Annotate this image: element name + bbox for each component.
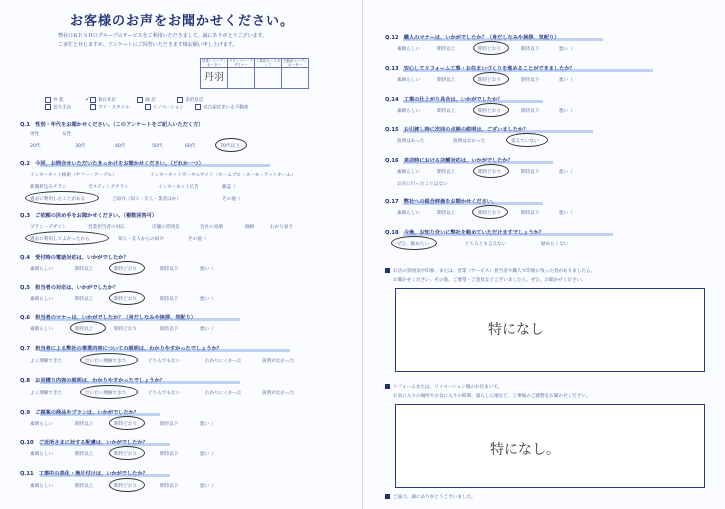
option[interactable]: 悪い（ [200,297,214,302]
answer-circle [109,416,145,430]
highlight-mark [403,161,553,164]
option[interactable]: 素晴らしい [397,170,420,175]
question-16: Q.16 来店時における店舗対応は、いかがでしたか？ [385,158,513,164]
option[interactable]: 60代 [185,144,196,149]
service-checkbox[interactable] [145,104,151,110]
option[interactable]: ご紹介（知人・友人・業者ほか） [112,197,181,202]
service-checkbox[interactable] [177,97,183,103]
option[interactable]: 期待以下 [160,422,179,427]
option[interactable]: 素晴らしい [30,484,53,489]
service-label: アイ・スタイル [98,105,130,111]
free-question-1-text: お店の雰囲気や印象、または、営業（サービス）担当者や職人で印象に残った者がありましたら、 [393,269,596,274]
service-checkbox[interactable] [90,104,96,110]
answer-circle [70,321,106,335]
service-checkbox[interactable] [90,97,96,103]
option[interactable]: 期待以下 [521,211,540,216]
answer-circle [473,72,509,86]
option[interactable]: 素晴らしい [397,211,420,216]
square-bullet-icon [385,384,390,389]
option[interactable]: 覚えていない [511,139,539,144]
option[interactable]: 期待以下 [521,78,540,83]
option[interactable]: 期待以上 [75,452,94,457]
staff-header: 営業・コーディネーター [201,59,227,67]
option[interactable]: 期待以下 [160,327,179,332]
highlight-mark [40,164,270,167]
option[interactable]: 期待以上 [437,211,456,216]
option[interactable]: 女性 [62,132,72,137]
right-page [363,0,725,509]
option[interactable]: 期待どおり [114,422,137,427]
answer-circle [215,138,247,152]
option[interactable]: 悪い（ [559,211,573,216]
service-checkbox[interactable] [45,104,51,110]
option[interactable]: 説明はあった [397,139,425,144]
option[interactable]: 素晴らしい [397,109,420,114]
option[interactable]: 期待以上 [437,47,456,52]
option[interactable]: 期待どおり [478,211,501,216]
answer-circle [473,41,509,55]
service-row-2 [45,104,248,111]
option[interactable]: 営業担当者の対応 [88,225,125,230]
option[interactable]: 期待以上 [437,109,456,114]
option[interactable]: 期待以下 [160,484,179,489]
option[interactable]: 期待以下 [160,297,179,302]
option[interactable]: 店舗の雰囲気 [152,225,180,230]
staff-stamp-cell[interactable] [201,68,228,89]
intro-line-1: 弊社ＯＫＥＳＨＯグループのサービスをご利用いただきまして、誠にありがとうございます。 [58,33,268,39]
option[interactable]: 期待以上 [437,78,456,83]
option[interactable]: 期待以下 [160,267,179,272]
question-1: Q.1 性別・年代をお聞かせください。（このアンケートをご記入いただく方） [20,122,204,128]
option[interactable]: その他（ [188,237,207,242]
question-15: Q.15 お引渡し時に次回の点検の説明は、ございましたか？ [385,127,529,133]
option[interactable]: 素晴らしい [397,78,420,83]
option[interactable]: 知人・友人からの紹介 [118,237,164,242]
option[interactable]: 会社の実績 [200,225,223,230]
option[interactable]: 素晴らしい [30,452,53,457]
option[interactable]: 期待どおり [114,267,137,272]
option[interactable]: 期待どおり [478,170,501,175]
staff-stamp-cell[interactable] [282,68,309,89]
option[interactable]: よく理解できた [30,359,63,364]
question-8: Q.8 お見積り内容の説明は、わかりやすかったでしょうか？ [20,378,165,384]
answer-circle [473,103,509,117]
free-question-1-line-2: お聞かせください。その他、ご要望・ご意見などございましたら、ぜひ、お聞かせください。 [393,278,586,283]
highlight-mark [40,349,290,352]
question-12: Q.12 職人のマナーは、いかがでしたか？（身だしなみや挨拶、気配り） [385,35,560,41]
question-7: Q.7 担当者による弊社の事業内容についての説明は、わかりやすかったでしょうか？ [20,346,222,352]
option[interactable]: 70代以上 [220,144,240,149]
check-mark-icon: ✓ [84,96,90,103]
service-label: 多治見店 [185,98,204,103]
option[interactable]: インターネット広告 [158,185,199,190]
option[interactable]: 期待どおり [478,47,501,52]
highlight-mark [40,381,240,384]
service-label: 外 装 [53,98,64,103]
option[interactable]: 悪い（ [200,422,214,427]
option[interactable]: 期待どおり [114,452,137,457]
option[interactable]: わかりにくかった [205,359,242,364]
option[interactable]: お店に行ったことはない [397,182,448,187]
staff-stamp: 丹羽 [204,71,224,83]
answer-circle [25,191,99,205]
highlight-mark [40,413,160,416]
highlight-mark [403,130,593,133]
free-answer-box-1[interactable] [395,288,705,372]
staff-stamp-cell[interactable] [255,68,282,89]
service-label: 緑 店 [145,98,156,103]
handwritten-answer-2: 特になし。 [490,442,560,458]
option[interactable]: 素晴らしい [30,422,53,427]
option[interactable]: 期待どおり [478,109,501,114]
option[interactable]: インターネット検索（ヤフー・グーグル） [30,173,117,178]
question-11: Q.11 工事中の美化・後片付けは、いかがでしたか？ [20,471,148,477]
service-label: 春日井店 [97,98,116,103]
option[interactable]: 30代 [75,144,86,149]
option[interactable]: 期待以下 [160,452,179,457]
question-5: Q.5 担当者の対応は、いかがでしたか？ [20,285,119,291]
page-title: お客様のお声をお聞かせください。 [70,14,295,29]
option[interactable]: わかり易さ [270,225,293,230]
option[interactable]: 期待以上 [437,170,456,175]
intro-line-2: ご多忙と存じますが、アンケートにご回答いただきます様お願い申し上げます。 [58,42,238,48]
option[interactable]: 期待以下 [521,47,540,52]
highlight-mark [403,69,653,72]
option[interactable]: 期待以上 [75,422,94,427]
highlight-mark [40,318,240,321]
question-18: Q.18 今後、お知り合いに弊社を勧めていただけますでしょうか？ [385,230,545,236]
service-label: 長久手店 [53,105,71,111]
option[interactable]: 期待どおり [114,484,137,489]
option[interactable]: ポスティングチラシ [88,185,129,190]
option[interactable]: 価格 [245,225,255,230]
answer-circle [80,353,138,367]
option[interactable]: 期待以上 [75,327,94,332]
option[interactable]: 40代 [115,144,126,149]
free-answer-box-2[interactable] [395,404,705,488]
highlight-mark [40,474,170,477]
highlight-mark [403,202,543,205]
free-question-2-line-2: お気に入りの場所やお気に入りの時間、暮らし心地など、工事後のご感想をお聞かせください。 [393,394,591,399]
service-checkbox[interactable] [195,104,201,110]
answer-circle [25,231,109,245]
answer-circle [109,291,145,305]
highlight-mark [40,443,170,446]
option[interactable]: 男性 [30,132,40,137]
option[interactable]: 悪い（ [200,452,214,457]
answer-circle [109,478,145,492]
option[interactable]: わかりにくかった [205,391,242,396]
answer-circle [109,261,145,275]
service-checkbox[interactable] [45,97,51,103]
handwritten-answer-1: 特になし [488,322,544,338]
option[interactable]: 過去に利用してよかったから [30,237,90,242]
answer-circle [80,385,138,399]
question-13: Q.13 安心してリフォーム工事・お住まいづくりを進めることができましたか？ [385,66,575,72]
option[interactable]: 素晴らしい [30,327,53,332]
option[interactable]: どちらでもない [148,359,181,364]
option[interactable]: 新聞折込みチラシ [30,185,67,190]
option[interactable]: その他（ [222,197,241,202]
staff-stamp-cell[interactable] [228,68,255,89]
answer-circle [391,236,437,250]
question-3: Q.3 ご依頼の決め手をお聞かせください。（複数回答可） [20,213,158,219]
option[interactable]: 20代 [30,144,41,149]
option[interactable]: 悪い（ [200,327,214,332]
free-question-1-line-1 [385,268,595,274]
option[interactable]: 素晴らしい [397,47,420,52]
option[interactable]: よく理解できた [30,391,63,396]
service-row-1 [45,96,203,103]
option[interactable]: どちらでもない [148,391,181,396]
staff-header: 工事担当・スタッフ [255,59,281,67]
option[interactable]: 素晴らしい [30,267,53,272]
option[interactable]: ぜひ、勧めたい [397,242,429,247]
option[interactable]: プラン・デザイン [30,225,67,230]
option[interactable]: 過去に利用したことがある [30,197,86,202]
highlight-mark [403,100,543,103]
answer-circle [109,446,145,460]
highlight-mark [403,233,613,236]
option[interactable]: 悪い（ [559,170,573,175]
left-page [0,0,362,509]
question-17: Q.17 弊社への総合評価をお聞かせください。 [385,199,498,205]
square-bullet-icon [385,268,390,273]
option[interactable]: 悪い（ [200,267,214,272]
option[interactable]: だいたい理解できた [85,359,127,364]
option[interactable]: 期待以上 [75,484,94,489]
option[interactable]: 説明がなかった [262,391,295,396]
option[interactable]: 悪い（ [559,47,573,52]
footer-thanks [385,494,476,500]
highlight-mark [403,38,603,41]
question-10: Q.10 ご近所さまに対する配慮は、いかがでしたか？ [20,440,148,446]
answer-circle [506,133,548,147]
option[interactable]: 期待どおり [478,78,501,83]
option[interactable]: 説明がなかった [262,359,295,364]
service-label: リノベーション [152,105,184,111]
option[interactable]: 期待以下 [521,109,540,114]
option[interactable]: だいたい理解できた [85,391,127,396]
answer-circle [473,164,509,178]
option[interactable]: 期待以上 [75,267,94,272]
option[interactable]: 期待以上 [75,297,94,302]
option[interactable]: 勧めたくない [541,242,569,247]
question-4: Q.4 受付時の電話対応は、いかがでしたか？ [20,255,129,261]
option[interactable]: 悪い（ [559,109,573,114]
option[interactable]: 50代 [152,144,163,149]
free-question-2-line-1 [385,384,502,390]
square-bullet-icon [385,494,390,499]
answer-circle [472,205,508,219]
staff-table [200,58,309,89]
service-checkbox[interactable] [137,97,143,103]
option[interactable]: 説明はなかった [453,139,486,144]
question-9: Q.9 ご提案の商品やプランは、いかがでしたか？ [20,410,139,416]
option[interactable]: 雑誌（ [222,185,236,190]
question-14: Q.14 工事の仕上がり具合は、いかがでしたか？ [385,97,503,103]
option[interactable]: インターネットポータルサイト（ホームプロ・スーモ・アットホーム） [150,173,296,178]
option[interactable]: どちらとも言えない [465,242,507,247]
staff-header: プランナー・デザイナー [228,59,254,67]
service-label: 名古屋住まいる不動産 [203,105,249,111]
option[interactable]: 期待以下 [521,170,540,175]
option[interactable]: 期待どおり [114,327,137,332]
footer-text: ご協力、誠にありがとうございました。 [393,495,476,500]
option[interactable]: 期待どおり [114,297,137,302]
free-question-2-text: リフォームまたは、リノベーション後のお住まいで、 [393,385,503,390]
question-2: Q.2 今回、お問合せいただいたきっかけをお聞かせください。（どれか一つ） [20,161,204,167]
option[interactable]: 悪い（ [200,484,214,489]
question-6: Q.6 担当者のマナーは、いかがでしたか？（身だしなみや挨拶、気配り） [20,315,196,321]
staff-header: 不動産コーディネーター [282,59,308,67]
option[interactable]: 素晴らしい [30,297,53,302]
option[interactable]: 悪い（ [559,78,573,83]
